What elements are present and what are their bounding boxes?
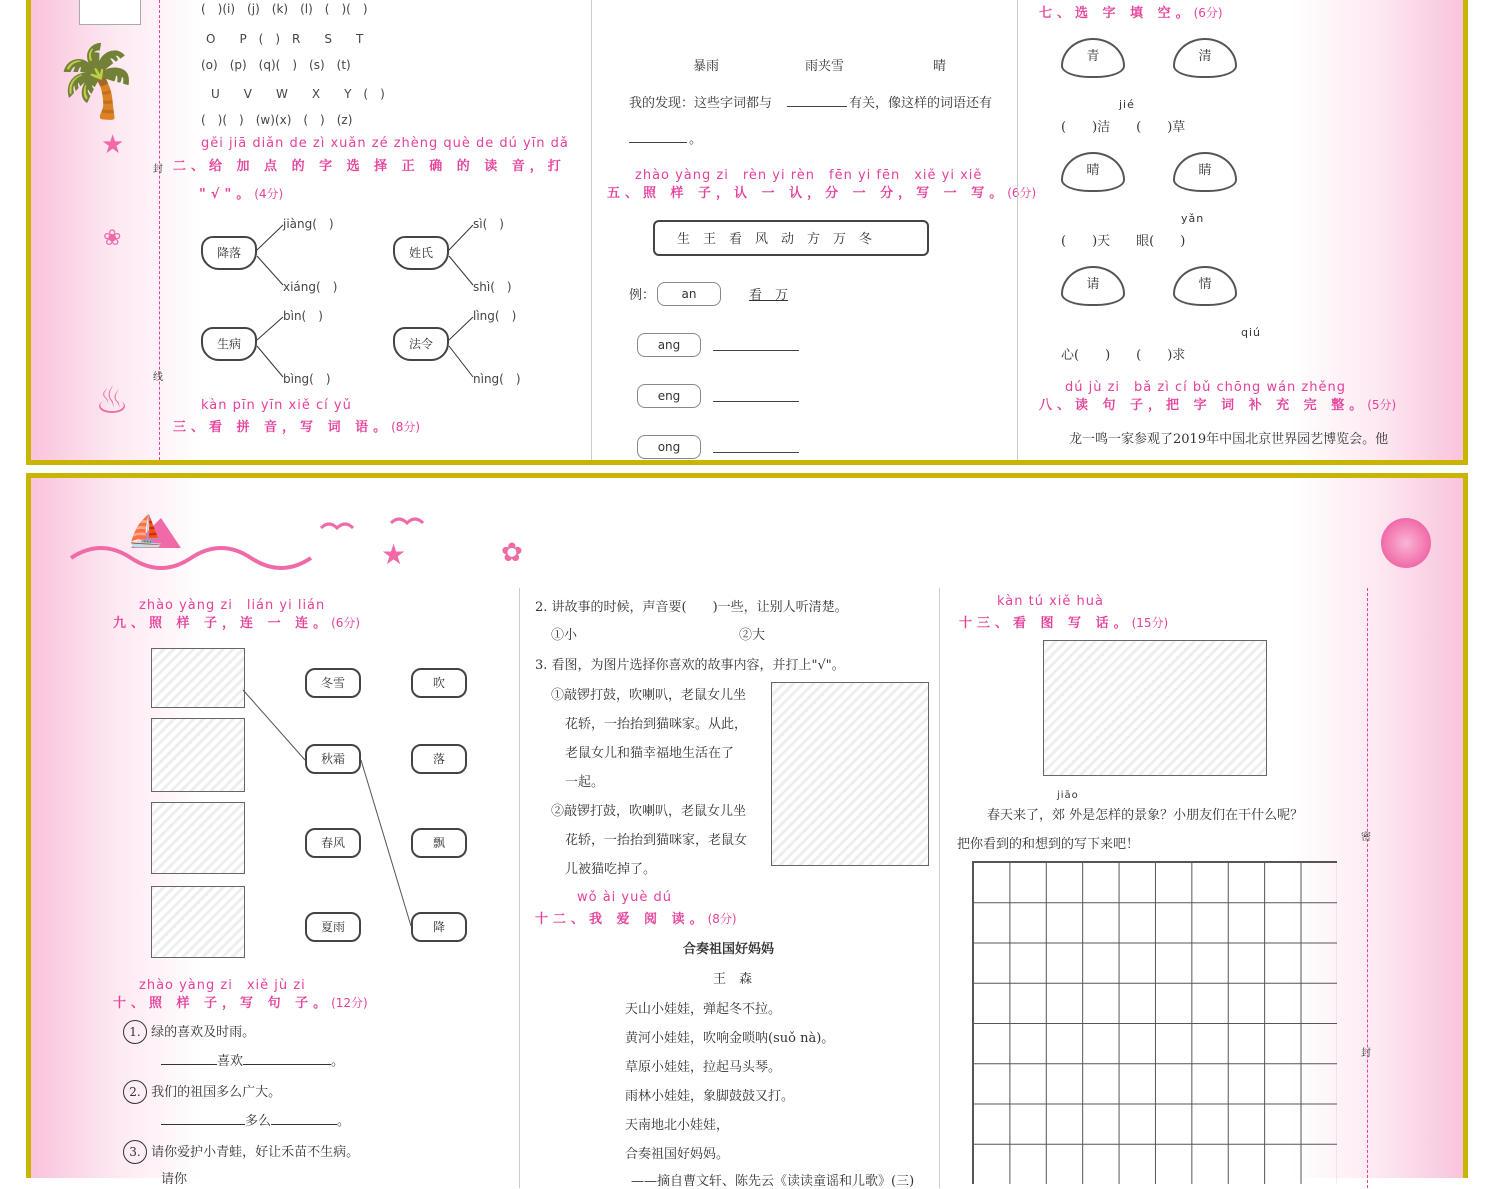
- s11-q2-opt-2[interactable]: ②大: [739, 628, 766, 643]
- reading-4[interactable]: shì( ): [473, 280, 512, 294]
- alphabet-row-5: ( )( ) (w)(x) ( ) (z): [201, 113, 353, 127]
- s7-blank-1[interactable]: ( )洁 ( )草: [1061, 120, 1186, 135]
- s4-text-end: 。: [689, 132, 703, 147]
- s10-pinyin: zhào yàng zi xiě jù zi: [139, 978, 306, 993]
- s8-pinyin: dú jù zi bǎ zì cí bǔ chōng wán zhěng: [1065, 380, 1346, 395]
- poem-line-3: 草原小娃娃，拉起马头琴。: [625, 1060, 782, 1075]
- s13-question-2: 把你看到的和想到的写下来吧！: [957, 837, 1140, 852]
- s4-word-3: 晴: [933, 59, 947, 74]
- s8-text: 龙一鸣一家参观了2019年中国北京世界园艺博览会。他: [1069, 432, 1389, 447]
- shell-icon: ✿: [501, 538, 523, 568]
- s5-example-pinyin: an: [657, 282, 721, 306]
- shell-char-4: 睛: [1173, 152, 1237, 192]
- s5-row-eng: eng: [637, 384, 701, 408]
- reading-2[interactable]: xiáng( ): [283, 280, 338, 294]
- s4-text-a: 我的发现：这些字词都与: [629, 96, 773, 111]
- bottom-page: [26, 473, 1468, 1189]
- s10-item-2: 2. 我们的祖国多么广大。: [123, 1080, 281, 1104]
- s11-opt1-line4: 一起。: [565, 775, 605, 790]
- s5-blank-eng[interactable]: [713, 401, 799, 402]
- reading-7[interactable]: lìng( ): [473, 309, 517, 323]
- s5-title: 五、照 样 子，认 一 认，分 一 分，写 一 写。(6分): [607, 186, 1037, 201]
- shell-char-6: 情: [1173, 266, 1237, 306]
- reading-6[interactable]: bìng( ): [283, 372, 331, 386]
- s7-pin-2: yǎn: [1181, 212, 1205, 225]
- side-label-secret: 密: [1361, 832, 1371, 843]
- top-page: [26, 0, 1468, 465]
- s3-pinyin: kàn pīn yīn xiě cí yǔ: [201, 398, 352, 413]
- s7-pin-1: jié: [1119, 98, 1135, 111]
- side-label-line: 线: [153, 372, 163, 383]
- s4-text-b: 有关，像这样的词语还有: [849, 96, 993, 111]
- s12-pinyin: wǒ ài yuè dú: [577, 890, 672, 905]
- shell-char-1: 青: [1061, 38, 1125, 78]
- spring-picture: [1043, 640, 1267, 776]
- pot-word-2: 姓氏: [393, 236, 449, 270]
- s13-pinyin: kàn tú xiě huà: [997, 594, 1104, 609]
- s9-title: 九、照 样 子，连 一 连。(6分): [113, 616, 361, 631]
- poem-line-1: 天山小娃娃，弹起冬不拉。: [625, 1002, 782, 1017]
- s5-pinyin: zhào yàng zi rèn yi rèn fēn yi fēn xiě yi xiě: [635, 168, 983, 183]
- palm-tree-icon: 🌴: [53, 40, 141, 122]
- s5-blank-ang[interactable]: [713, 350, 799, 351]
- alphabet-row-4: U V W X Y ( ): [211, 87, 385, 101]
- s5-chars: 生 王 看 风 动 方 万 冬: [677, 232, 873, 247]
- s13-question-1: 春天来了，郊 外是怎样的景象？小朋友们在干什么呢？: [987, 808, 1304, 823]
- side-label-seal: 封: [1361, 1048, 1371, 1059]
- s2-title: 二、给 加 点 的 字 选 择 正 确 的 读 音，打: [173, 159, 566, 174]
- season-word-4: 夏雨: [305, 912, 361, 942]
- s4-word-1: 暴雨: [693, 59, 720, 74]
- s11-q2: 2. 讲故事的时候，声音要( )一些，让别人听清楚。: [535, 600, 848, 615]
- s11-opt2-line1[interactable]: ②敲锣打鼓，吹喇叭，老鼠女儿坐: [551, 804, 747, 819]
- s12-title: 十二、我 爱 阅 读。(8分): [535, 912, 737, 927]
- column-divider-2: [939, 588, 940, 1188]
- shell-char-3: 晴: [1061, 152, 1125, 192]
- reading-3[interactable]: sì( ): [473, 217, 504, 231]
- s10-fill-3[interactable]: 请你: [161, 1172, 188, 1187]
- s11-opt2-line3: 儿被猫吃掉了。: [565, 862, 657, 877]
- reading-1[interactable]: jiàng( ): [283, 217, 334, 231]
- fish-icon: ❀: [103, 226, 122, 251]
- cut-line-right: [1367, 588, 1368, 1188]
- s13-title: 十三、看 图 写 话。(15分): [959, 616, 1169, 631]
- s4-blank-1[interactable]: [787, 106, 847, 107]
- s4-blank-2[interactable]: [629, 142, 687, 143]
- s7-blank-2[interactable]: ( )天 眼( ): [1061, 234, 1186, 249]
- s10-title: 十、照 样 子，写 句 子。(12分): [113, 996, 368, 1011]
- shell-char-2: 清: [1173, 38, 1237, 78]
- s5-example-words: 看 万: [749, 288, 789, 303]
- jellyfish-icon: ♨: [95, 378, 130, 422]
- pot-word-3: 生病: [201, 327, 257, 361]
- s7-blank-3[interactable]: 心( ) ( )求: [1061, 348, 1186, 363]
- pot-word-4: 法令: [393, 327, 449, 361]
- s5-row-ong: ong: [637, 435, 701, 459]
- column-divider-1: [591, 0, 592, 460]
- s8-title: 八、读 句 子，把 字 词 补 充 完 整。(5分): [1039, 398, 1397, 413]
- column-divider-1: [519, 588, 520, 1188]
- s5-row-ang: ang: [637, 333, 701, 357]
- reading-5[interactable]: bìn( ): [283, 309, 323, 323]
- season-word-1: 冬雪: [305, 668, 361, 698]
- s9-pinyin: zhào yàng zi lián yi lián: [139, 598, 326, 613]
- starfish-icon: ★: [381, 538, 407, 571]
- poem-author: 王 森: [713, 972, 753, 987]
- column-divider-2: [1017, 0, 1018, 460]
- season-word-3: 春风: [305, 828, 361, 858]
- s11-opt1-line2: 花轿，一抬抬到猫咪家。从此，: [565, 717, 748, 732]
- example-connectors: [31, 478, 531, 978]
- s10-fill-1[interactable]: 喜欢 。: [161, 1050, 344, 1069]
- reading-8[interactable]: nìng( ): [473, 372, 521, 386]
- verb-word-4: 降: [411, 912, 467, 942]
- starfish-icon: ★: [101, 130, 125, 160]
- s4-word-2: 雨夹雪: [805, 59, 845, 74]
- poem-line-5: 天南地北小娃娃，: [625, 1118, 730, 1133]
- verb-word-3: 飘: [411, 828, 467, 858]
- poem-line-6: 合奏祖国好妈妈。: [625, 1147, 730, 1162]
- poem-source: ——摘自曹文轩、陈先云《读读童谣和儿歌》(三): [631, 1174, 915, 1189]
- season-word-2: 秋霜: [305, 744, 361, 774]
- story-picture: [771, 682, 929, 866]
- s10-item-1: 1. 绿的喜欢及时雨。: [123, 1020, 255, 1044]
- verb-word-2: 落: [411, 744, 467, 774]
- s2-pinyin: gěi jiā diǎn de zì xuǎn zé zhèng què de dú yīn dǎ: [201, 136, 569, 151]
- alphabet-row-1: ( )(i) (j) (k) (l) ( )( ): [201, 2, 368, 16]
- s3-title: 三、看 拼 音，写 词 语。(8分): [173, 420, 421, 435]
- s5-blank-ong[interactable]: [713, 452, 799, 453]
- shell-char-5: 请: [1061, 266, 1125, 306]
- s7-pin-3: qiú: [1241, 326, 1262, 339]
- s7-title: 七、选 字 填 空。(6分): [1039, 6, 1223, 21]
- s11-opt1-line1[interactable]: ①敲锣打鼓，吹喇叭，老鼠女儿坐: [551, 688, 747, 703]
- s11-q3: 3. 看图，为图片选择你喜欢的故事内容，并打上"√"。: [535, 658, 845, 673]
- s11-opt1-line3: 老鼠女儿和猫幸福地生活在了: [565, 746, 735, 761]
- writing-grid[interactable]: [972, 861, 1337, 1184]
- s13-pin: jiāo: [1057, 790, 1079, 801]
- sun-icon: [1381, 518, 1431, 568]
- s10-fill-2[interactable]: 多么 。: [161, 1110, 350, 1129]
- poem-title: 合奏祖国好妈妈: [683, 942, 775, 957]
- alphabet-row-3: (o) (p) (q)( ) (s) (t): [201, 58, 351, 72]
- side-label-seal: 封: [153, 164, 163, 175]
- boat-icon: ⛵: [127, 514, 165, 549]
- s2-title-2: "√"。(4分): [199, 187, 284, 202]
- pot-word-1: 降落: [201, 236, 257, 270]
- poem-line-4: 雨林小娃娃，象脚鼓鼓又打。: [625, 1089, 795, 1104]
- poem-line-2: 黄河小娃娃，吹响金唢呐(suǒ nà)。: [625, 1031, 835, 1046]
- alphabet-row-2: O P ( ) R S T: [206, 32, 364, 46]
- s11-q2-opt-1[interactable]: ①小: [551, 628, 578, 643]
- s11-opt2-line2: 花轿，一抬抬到猫咪家，老鼠女: [565, 833, 748, 848]
- s5-example-label: 例：: [629, 288, 656, 303]
- s10-item-3: 3. 请你爱护小青蛙，好让禾苗不生病。: [123, 1140, 359, 1164]
- verb-word-1: 吹: [411, 668, 467, 698]
